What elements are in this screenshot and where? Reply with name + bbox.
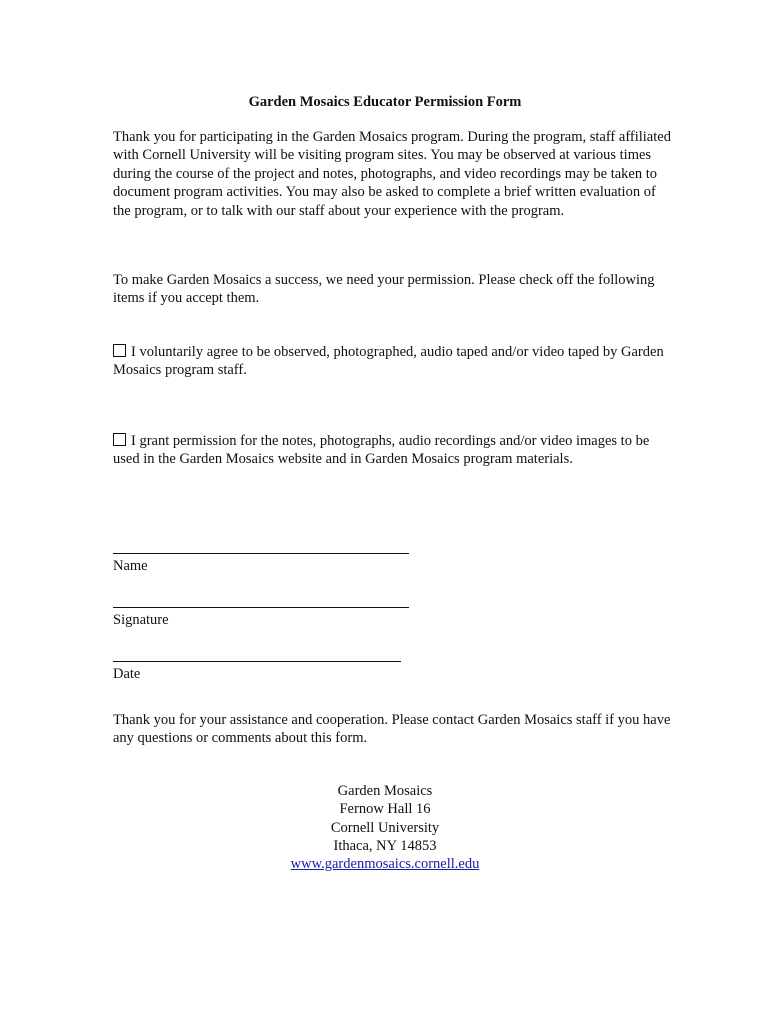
date-label: Date	[113, 666, 141, 682]
consent-item-media-use	[113, 432, 673, 469]
contact-building: Fernow Hall 16	[339, 801, 431, 818]
contact-university: Cornell University	[330, 819, 440, 836]
date-field	[113, 661, 401, 683]
contact-address	[0, 782, 770, 873]
observation-consent-label: I voluntarily agree to be observed, photographed, audio taped and/or video taped by Garden Mosaics program staff.	[113, 344, 664, 379]
consent-item-observation	[113, 343, 673, 380]
media-use-consent-label: I grant permission for the notes, photographs, audio recordings and/or video images to be used in the Garden Mosaics website and in Garden Mosaics program materials.	[113, 433, 650, 468]
form-title: Garden Mosaics Educator Permission Form	[248, 94, 522, 110]
contact-org: Garden Mosaics	[337, 783, 433, 799]
intro-paragraph: Thank you for participating in the Garden Mosaics program. During the program, staff affiliated with Cornell University will be visiting program sites. You may be observed at various times during the course of the project and notes, photographs, and video recordings may be taken to document program activities. You may also be asked to complete a brief written evaluation of the program, or to talk with our staff about your experience with the program.	[113, 129, 671, 219]
permission-request-paragraph: To make Garden Mosaics a success, we need your permission. Please check off the following items if you accept them.	[113, 272, 655, 307]
signature-label: Signature	[113, 612, 169, 628]
media-use-consent-checkbox[interactable]	[113, 433, 126, 446]
name-field	[113, 553, 409, 575]
signature-field	[113, 607, 409, 629]
closing-paragraph: Thank you for your assistance and cooperation. Please contact Garden Mosaics staff if you have any questions or comments about this form.	[113, 712, 671, 747]
name-label: Name	[113, 558, 148, 574]
observation-consent-checkbox[interactable]	[113, 344, 126, 357]
name-line[interactable]	[113, 553, 409, 554]
signature-line[interactable]	[113, 607, 409, 608]
contact-city: Ithaca, NY 14853	[333, 837, 437, 854]
date-line[interactable]	[113, 661, 401, 662]
website-link[interactable]: www.gardenmosaics.cornell.edu	[290, 856, 480, 873]
